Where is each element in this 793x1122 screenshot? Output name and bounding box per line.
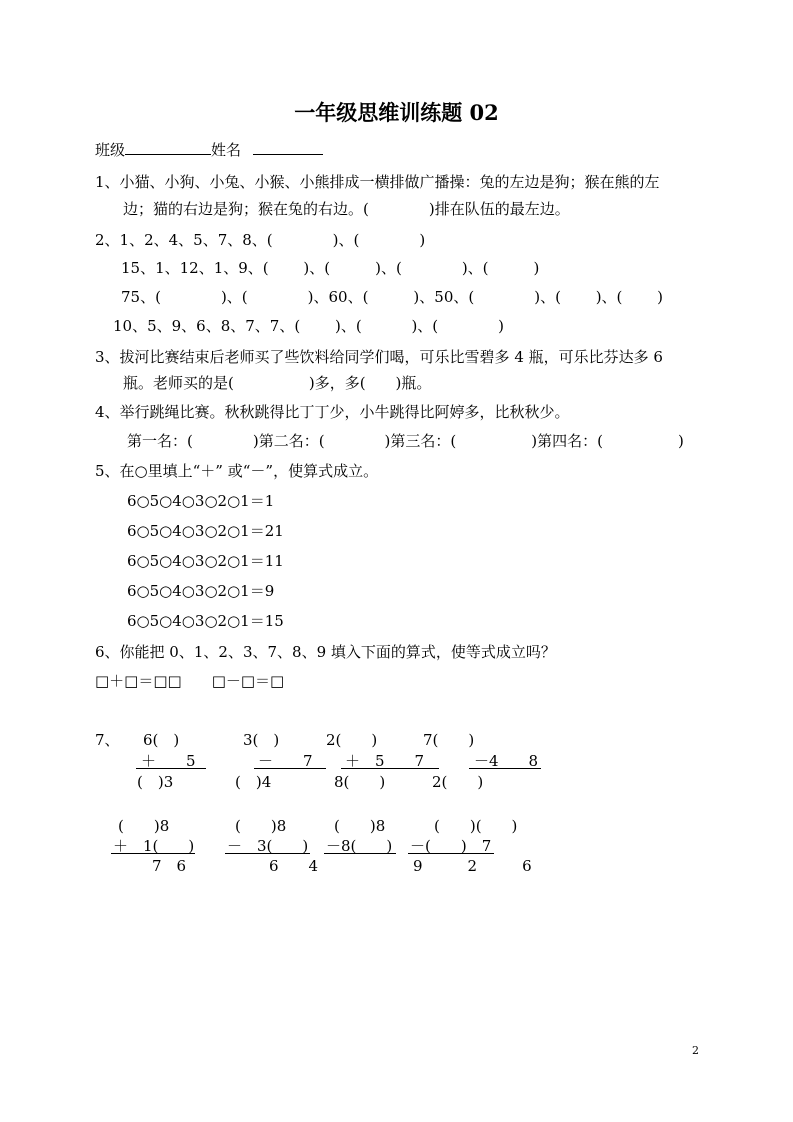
question-3-line-2: 瓶。老师买的是( )多，多( )瓶。	[123, 374, 432, 392]
sum-line	[324, 853, 396, 854]
problem-2-top: 3( )	[243, 731, 280, 749]
name-label: 姓名	[211, 141, 242, 159]
problem-8-top: ( )( )	[434, 817, 518, 835]
problem-4-result: 2( )	[432, 773, 484, 791]
sum-line	[408, 853, 494, 854]
class-blank[interactable]	[125, 140, 211, 155]
sum-line	[136, 768, 206, 769]
equation: 6○5○4○3○2○1＝21	[127, 522, 284, 540]
problem-7-top: ( )8	[334, 817, 386, 835]
sum-line	[225, 853, 310, 854]
problem-1-result: ( )3	[137, 773, 174, 791]
problem-6-top: ( )8	[235, 817, 287, 835]
problem-2-operand: － 7	[258, 752, 313, 770]
problem-6-operand: － 3( )	[227, 837, 309, 855]
problem-4-operand: －4 8	[474, 752, 539, 770]
equation: 6○5○4○3○2○1＝11	[127, 552, 284, 570]
problem-1-operand: ＋ 5	[141, 752, 196, 770]
equation: 6○5○4○3○2○1＝15	[127, 612, 284, 630]
problem-6-7-result: 6 4	[269, 857, 319, 875]
problem-8-result: 9 2 6	[413, 857, 532, 875]
page-title: 一年级思维训练题 02	[294, 100, 499, 125]
sum-line	[469, 768, 541, 769]
problem-3-operand: ＋ 5 7	[345, 752, 425, 770]
equation: 6○5○4○3○2○1＝9	[127, 582, 275, 600]
question-6-equations: □＋□＝□□ □－□＝□	[95, 672, 285, 690]
question-2-line-4: 10、5、9、6、8、7、7、( )、( )、( )	[113, 317, 504, 335]
question-1-line-1: 1、小猫、小狗、小兔、小猴、小熊排成一横排做广播操：兔的左边是狗；猴在熊的左	[95, 173, 660, 191]
question-2-line-2: 15、1、12、1、9、( )、( )、( )、( )	[121, 259, 540, 277]
problem-5-operand: ＋ 1( )	[113, 837, 195, 855]
class-field	[95, 140, 323, 160]
question-5-intro: 5、在○里填上“＋” 或“－”，使算式成立。	[95, 462, 379, 480]
name-blank[interactable]	[253, 140, 323, 155]
question-7-label: 7、	[95, 731, 120, 749]
class-label: 班级	[95, 141, 126, 159]
page-number: 2	[692, 1044, 699, 1057]
problem-7-operand: －8( )	[326, 837, 393, 855]
problem-3-top: 2( )	[326, 731, 378, 749]
problem-5-result: 7 6	[152, 857, 187, 875]
problem-4-top: 7( )	[423, 731, 475, 749]
problem-1-top: 6( )	[143, 731, 180, 749]
question-3-line-1: 3、拔河比赛结束后老师买了些饮料给同学们喝，可乐比雪碧多 4 瓶，可乐比芬达多 6	[95, 348, 663, 366]
sum-line	[254, 768, 326, 769]
question-6-intro: 6、你能把 0、1、2、3、7、8、9 填入下面的算式，使等式成立吗？	[95, 643, 556, 661]
question-2-line-3: 75、( )、( )、60、( )、50、( )、( )、( )	[121, 288, 664, 306]
equation: 6○5○4○3○2○1＝1	[127, 492, 275, 510]
sum-line	[111, 853, 195, 854]
sum-line	[341, 768, 439, 769]
problem-2-result: ( )4	[235, 773, 272, 791]
problem-3-result: 8( )	[334, 773, 386, 791]
problem-5-top: ( )8	[118, 817, 170, 835]
problem-8-operand: －( ) 7	[410, 837, 492, 855]
question-4-line-1: 4、举行跳绳比赛。秋秋跳得比丁丁少，小牛跳得比阿婷多，比秋秋少。	[95, 403, 570, 421]
question-2-line-1: 2、1、2、4、5、7、8、( )、( )	[95, 231, 426, 249]
question-1-line-2: 边；猫的右边是狗；猴在兔的右边。( )排在队伍的最左边。	[123, 200, 570, 218]
question-4-line-2: 第一名：( )第二名：( )第三名：( )第四名：( )	[127, 432, 684, 450]
